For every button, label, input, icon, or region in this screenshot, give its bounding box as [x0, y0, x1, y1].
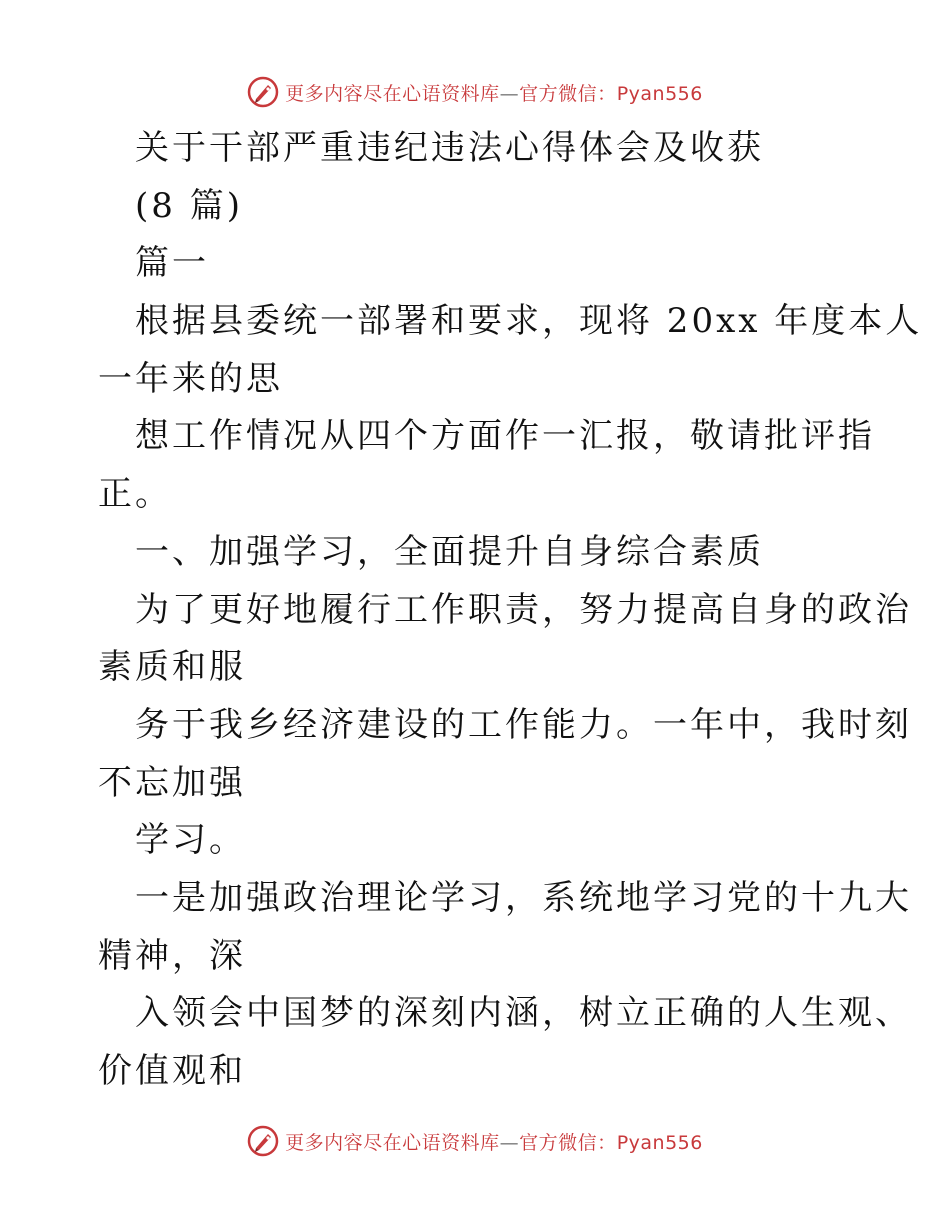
watermark-site: 更多内容尽在心语资料库 [285, 1131, 500, 1154]
watermark-wechat: Pyan556 [616, 1131, 703, 1154]
document-title: 关于干部严重违纪违法心得体会及收获 [135, 128, 764, 168]
pen-logo-icon [247, 1125, 279, 1157]
paragraph-line: 正。 [98, 474, 172, 515]
paragraph-line: 学习。 [135, 820, 246, 861]
document-subtitle: (8 篇) [135, 185, 243, 226]
watermark-label: 官方微信： [519, 82, 617, 105]
subsection-heading: 一、加强学习，全面提升自身综合素质 [135, 531, 764, 572]
section-heading: 篇一 [135, 243, 209, 284]
watermark-dash: — [499, 1131, 520, 1154]
paragraph-line: 价值观和 [98, 1051, 246, 1091]
paragraph-line: 务于我乡经济建设的工作能力。一年中，我时刻 [135, 704, 912, 745]
watermark-dash: — [499, 82, 520, 105]
pen-logo-icon [247, 76, 279, 108]
watermark-banner-bottom [0, 1119, 950, 1163]
paragraph-line: 为了更好地履行工作职责，努力提高自身的政治 [135, 589, 912, 630]
watermark-wechat: Pyan556 [616, 82, 703, 105]
paragraph-line: 精神，深 [98, 935, 246, 976]
paragraph-line: 一是加强政治理论学习，系统地学习党的十九大 [135, 877, 912, 918]
paragraph-line: 不忘加强 [98, 762, 246, 803]
watermark-banner-top [0, 70, 950, 114]
watermark-site: 更多内容尽在心语资料库 [285, 82, 500, 105]
watermark-label: 官方微信： [519, 1131, 617, 1154]
paragraph-line: 入领会中国梦的深刻内涵，树立正确的人生观、 [135, 993, 912, 1034]
watermark-text [285, 79, 703, 106]
paragraph-line: 素质和服 [98, 647, 246, 688]
paragraph-line: 一年来的思 [98, 358, 283, 399]
watermark-text [285, 1128, 703, 1155]
document-body [98, 120, 923, 1101]
paragraph-line: 想工作情况从四个方面作一汇报，敬请批评指 [135, 416, 875, 457]
paragraph-line: 根据县委统一部署和要求，现将 20xx 年度本人 [135, 301, 923, 342]
